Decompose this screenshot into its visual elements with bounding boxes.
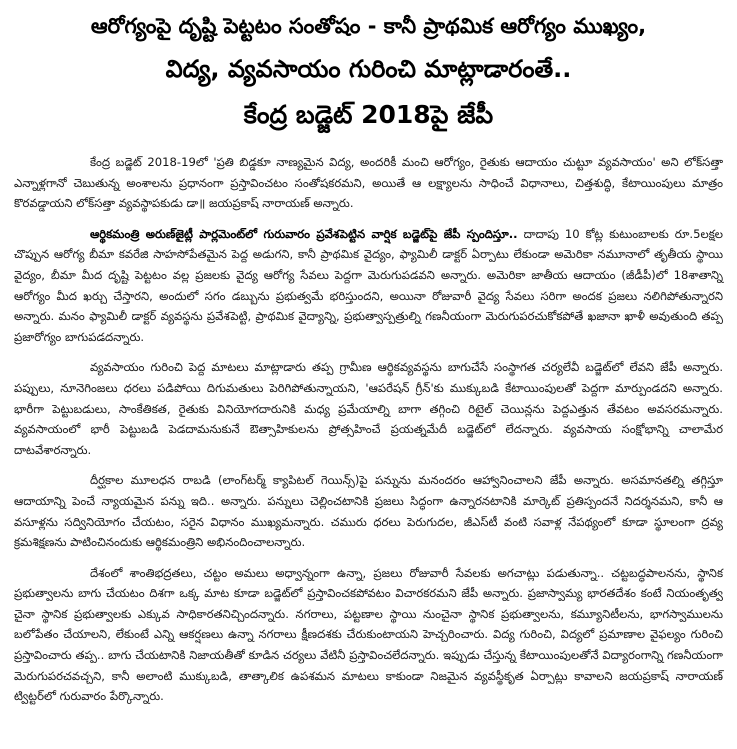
headline-line-1: ఆరోగ్యంపై దృష్టి పెట్టటం సంతోషం - కానీ ప్రాథమిక ఆరోగ్యం ముఖ్యం, bbox=[90, 14, 647, 38]
article-body bbox=[14, 152, 723, 707]
headline-line-2: విద్య, వ్యవసాయం గురించి మాట్లాడారంతే.. bbox=[165, 55, 572, 83]
headline bbox=[14, 6, 723, 138]
paragraph-2 bbox=[14, 224, 723, 348]
paragraph-4: దీర్ఘకాల మూలధన రాబడి (లాంగ్‌టర్మ్ క్యాపిటల్ గెయిన్స్)పై పన్నును మనందరం ఆహ్వానించాలని జేపీ అన్నారు. అసమానతల్ని తగ్గిస్తూ ఆదాయాన్ని పెంచే న్యాయమైన పన్ను ఇది.. అన్నారు. పన్నులు చెల్లించటానికి ప్రజలు సిద్ధంగా ఉన్నారనటానికి మార్కెట్ ప్రతిస్పందనే నిదర్శనమని, కానీ ఆ వసూళ్లను సద్వినియోగం చేయటం, సరైన విధానం ముఖ్యమన్నారు. చమురు ధరలు పెరుగుదల, జీఎస్‌టీ వంటి సవాళ్ల నేపథ్యంలో కూడా స్థూలంగా ద్రవ్య క్రమశిక్షణను పాటించినందుకు ఆర్థికమంత్రిని అభినందించాలన్నారు. bbox=[14, 473, 723, 550]
paragraph-1: కేంద్ర బడ్జెట్ 2018-19లో 'ప్రతి బిడ్డకూ నాణ్యమైన విద్య, అందరికీ మంచి ఆరోగ్యం, రైతుకు ఆదాయం చుట్టూ వ్యవసాయం' అని లోక్‌సత్తా ఎన్నాళ్లగానో చెబుతున్న అంశాలను ప్రధానంగా ప్రస్తావించటం సంతోషకరమని, అయితే ఆ లక్ష్యాలను సాధించే విధానాలు, చిత్తశుద్ధి, కేటాయింపులు మాత్రం కొరవడ్డాయని లోక్‌సత్తా వ్యవస్థాపకుడు డా॥ జయప్రకాష్ నారాయణ్ అన్నారు. bbox=[14, 155, 723, 211]
paragraph-5: దేశంలో శాంతిభద్రతలు, చట్టం అమలు అధ్వాన్నంగా ఉన్నా, ప్రజలు రోజువారీ సేవలకు అగచాట్లు పడుతున్నా.. చట్టబద్ధపాలనను, స్థానిక ప్రభుత్వాలను బాగు చేయటం దిశగా ఒక్క మాట కూడా బడ్జెట్‌లో ప్రస్తావించకపోవటం విచారకరమని జేపీ అన్నారు. ప్రజాస్వామ్య భారతదేశం కంటే నియంతృత్వ చైనా స్థానిక ప్రభుత్వాలకు ఎక్కువ సాధికారతనిచ్చిందన్నారు. నగరాలు, పట్టణాల స్థాయి నుంచైనా స్థానిక ప్రభుత్వాలను, కమ్యూనిటీలను, భాగస్వాములను బలోపేతం చేయాలని, లేకుంటే ఎన్ని ఆకర్షణలు ఉన్నా నగరాలు క్షీణదశకు చేరుకుంటాయని హెచ్చరించారు. విద్య గురించి, విద్యలో ప్రమాణాల వైఫల్యం గురించి ప్రస్తావించారు తప్ప.. బాగు చేయటానికి నిజాయతీతో కూడిన చర్యలు వేటినీ ప్రస్తావించలేదన్నారు. ఇప్పుడు చేస్తున్న కేటాయింపులతోనే విద్యారంగాన్ని గణనీయంగా మెరుగుపరచవచ్చని, కానీ అలాంటి ముక్కుబడి, తాత్కాలిక ఉపశమన మాటలు కాకుండా నిజమైన వ్యవస్థీకృత ఏర్పాట్లు కావాలని జయప్రకాష్ నారాయణ్ ట్విట్టర్‌లో గురువారం పేర్కొన్నారు. bbox=[14, 565, 723, 704]
paragraph-3: వ్యవసాయం గురించి పెద్ద మాటలు మాట్లాడారు తప్ప గ్రామీణ ఆర్థికవ్యవస్థను బాగుచేసే సంస్థాగత చర్యలేవీ బడ్జెట్‌లో లేవని జేపీ అన్నారు. పప్పులు, నూనెగింజలు ధరలు పడిపోయి దిగుమతులు పెరిగిపోతున్నాయని, 'ఆపరేషన్ గ్రీన్'కు ముక్కుబడి కేటాయింపులతో పెద్దగా మార్పుండదని అన్నారు. భారీగా పెట్టుబడులు, సాంకేతికత, రైతుకు వినియోగదారునికి మధ్య ప్రమేయాల్ని బాగా తగ్గించి రిటైల్ చెయిన్లను పెద్దఎత్తున తేవటం అవసరమన్నారు. వ్యవసాయంలో భారీ పెట్టుబడి పెడదామనుకునే ఔత్సాహికులను ప్రోత్సహించే ప్రయత్నమేదీ బడ్జెట్‌లో లేదన్నారు. వ్యవసాయ సంక్షోభాన్ని చాలామేర దాటవేశారన్నారు. bbox=[14, 360, 723, 457]
headline-line-3: కేంద్ర బడ్జెట్ 2018పై జేపీ bbox=[243, 100, 494, 129]
paragraph-2-lead: ఆర్థికమంత్రి అరుణ్‌జైట్లీ పార్లమెంట్‌లో గురువారం ప్రవేశపెట్టిన వార్షిక బడ్జెట్‌పై జేపీ స్పందిస్తూ.. bbox=[90, 226, 518, 241]
paragraph-2-body: దాదాపు 10 కోట్ల కుటుంబాలకు రూ.5లక్షల చొప్పున ఆరోగ్య బీమా కవరేజి సాహసోపేతమైన పెద్ద అడుగని, కానీ ప్రాథమిక వైద్యం, ఫ్యామిలీ డాక్టర్ ఏర్పాటు లేకుండా అమెరికా నమూనాలో తృతీయ స్థాయి వైద్యం, బీమా మీద దృష్టి పెట్టటం వల్ల ప్రజలకు వైద్య ఆరోగ్య సేవలు పెద్దగా మెరుగుపడవని అన్నారు. అమెరికా జాతీయ ఆదాయం (జీడీపీ)లో 18శాతాన్ని ఆరోగ్యం మీద ఖర్చు చేస్తారని, అందులో సగం డబ్బును ప్రభుత్వమే భరిస్తుందని, అయినా రోజువారీ వైద్య సేవలు సరిగా అందక ప్రజలు నలిగిపోతున్నారని అన్నారు. మనం ఫ్యామిలీ డాక్టర్ వ్యవస్థను ప్రవేశపెట్టి, ప్రాథమిక వైద్యాన్ని, ప్రభుత్వాస్పత్రుల్ని గణనీయంగా మెరుగుపరచుకోకపోతే ఖజానా ఖాళీ అవుతుంది తప్ప ప్రజారోగ్యం బాగుపడదన్నారు. bbox=[14, 226, 723, 344]
